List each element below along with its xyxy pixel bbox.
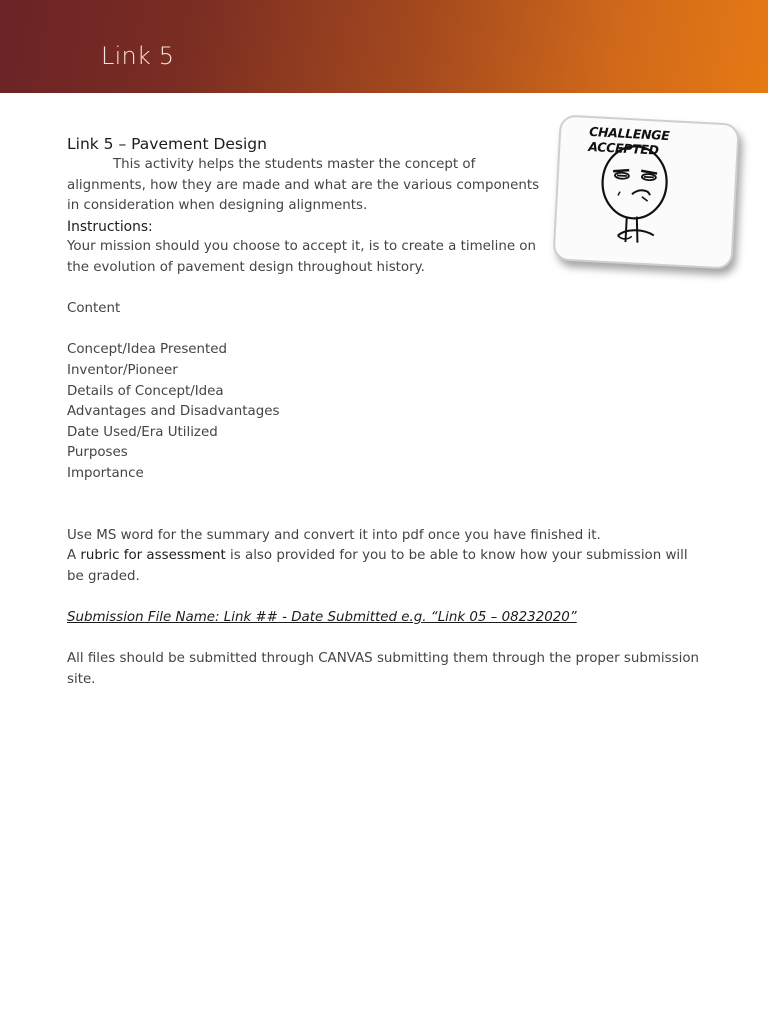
- canvas-note: All files should be submitted through CANVAS submitting them through the proper submission site.: [67, 651, 699, 687]
- rubric-note: [67, 546, 707, 587]
- meme-caption: CHALLENGE ACCEPTED: [588, 123, 670, 158]
- intro-paragraph: [67, 155, 542, 217]
- header-banner: [0, 0, 768, 93]
- list-item: Date Used/Era Utilized: [67, 424, 218, 440]
- mission-paragraph: Your mission should you choose to accept it, is to create a timeline on the evolution of pavement design throughout history.: [67, 239, 536, 275]
- rubric-link[interactable]: rubric for assessment: [80, 548, 226, 564]
- content-label: Content: [67, 301, 121, 317]
- rubric-prefix: A: [67, 548, 81, 564]
- section-heading: Link 5 – Pavement Design: [67, 135, 267, 153]
- page-title: Link 5: [101, 42, 175, 70]
- rubric-suffix: is also provided for you to be able to know how your submission will be graded.: [67, 548, 688, 584]
- intro-text: This activity helps the students master the concept of alignments, how they are made and what are the various components in consideration when designing alignments.: [67, 157, 540, 214]
- list-item: Details of Concept/Idea: [67, 383, 224, 399]
- list-item: Purposes: [67, 445, 128, 461]
- content-list: [67, 340, 707, 484]
- list-item: Inventor/Pioneer: [67, 362, 178, 378]
- instructions-heading: Instructions:: [67, 218, 153, 235]
- ms-word-note: Use MS word for the summary and convert it into pdf once you have finished it.: [67, 527, 601, 543]
- list-item: Importance: [67, 465, 144, 481]
- document-body: [67, 133, 707, 690]
- list-item: Advantages and Disadvantages: [67, 404, 280, 420]
- filename-note: Submission File Name: Link ## - Date Submitted e.g. “Link 05 – 08232020”: [67, 609, 577, 625]
- list-item: Concept/Idea Presented: [67, 342, 228, 358]
